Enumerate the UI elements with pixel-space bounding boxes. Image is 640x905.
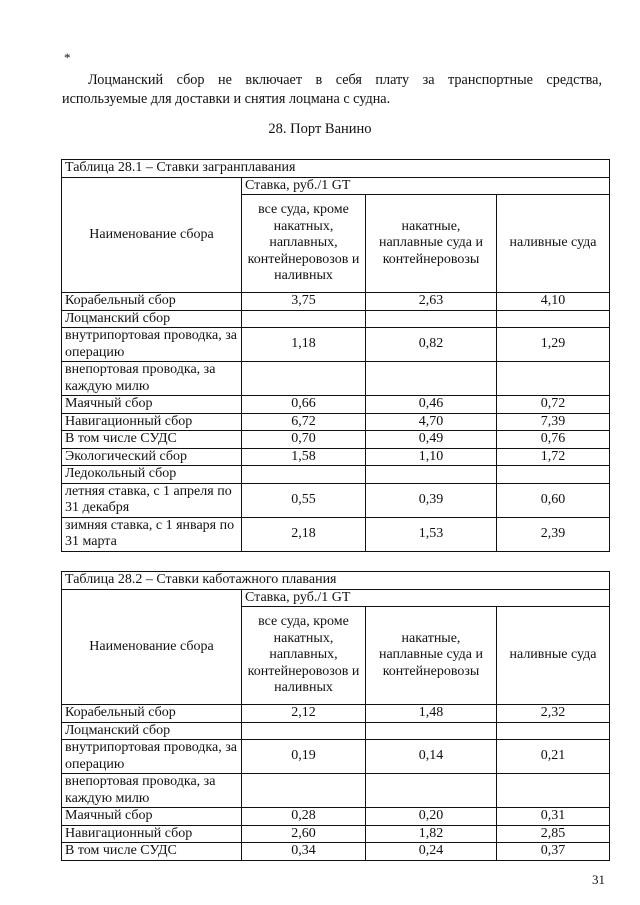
rate-value-cell [497, 310, 610, 328]
section-title: 28. Порт Ванино [268, 121, 372, 137]
rate-value-cell: 0,60 [497, 483, 610, 517]
table-row [62, 293, 610, 311]
rate-value-cell: 7,39 [497, 413, 610, 431]
rate-value-cell: 2,60 [242, 825, 366, 843]
fee-name-cell: зимняя ставка, с 1 января по 31 марта [62, 517, 242, 551]
rate-value-cell: 1,18 [242, 328, 366, 362]
table-row [62, 843, 610, 861]
fee-name-cell: Корабельный сбор [62, 705, 242, 723]
table-row [62, 483, 610, 517]
fee-name-cell: Ледокольный сбор [62, 466, 242, 484]
rate-value-cell: 2,63 [366, 293, 497, 311]
rate-value-cell: 1,82 [366, 825, 497, 843]
rate-value-cell: 1,29 [497, 328, 610, 362]
header-row [62, 177, 610, 195]
rate-value-cell: 2,18 [242, 517, 366, 551]
note-line-2: используемые для доставки и снятия лоцмана с судна. [62, 91, 391, 107]
rate-value-cell: 1,72 [497, 448, 610, 466]
rate-value-cell [366, 722, 497, 740]
rate-value-cell: 0,66 [242, 396, 366, 414]
fee-name-cell: Корабельный сбор [62, 293, 242, 311]
rates-table-cabotage [61, 571, 610, 861]
rate-value-cell [497, 466, 610, 484]
fee-name-cell: Маячный сбор [62, 396, 242, 414]
rate-value-cell [366, 362, 497, 396]
footnote-marker: * [64, 50, 71, 65]
table-row [62, 774, 610, 808]
rate-value-cell [242, 466, 366, 484]
rate-value-cell: 2,32 [497, 705, 610, 723]
vessel-type-header: наливные суда [497, 195, 610, 293]
rate-value-cell: 2,85 [497, 825, 610, 843]
rate-value-cell: 0,31 [497, 808, 610, 826]
table-row [62, 448, 610, 466]
rate-value-cell: 3,75 [242, 293, 366, 311]
rate-value-cell: 0,28 [242, 808, 366, 826]
rate-value-cell: 0,39 [366, 483, 497, 517]
note-paragraph [62, 71, 602, 109]
rate-value-cell: 0,70 [242, 431, 366, 449]
rate-value-cell: 2,12 [242, 705, 366, 723]
fee-name-cell: летняя ставка, с 1 апреля по 31 декабря [62, 483, 242, 517]
rate-value-cell: 0,37 [497, 843, 610, 861]
fee-name-cell: внутрипортовая проводка, за операцию [62, 740, 242, 774]
fee-name-cell: Маячный сбор [62, 808, 242, 826]
table-row [62, 722, 610, 740]
rate-value-cell: 0,72 [497, 396, 610, 414]
fee-name-cell: внепортовая проводка, за каждую милю [62, 774, 242, 808]
rate-value-cell: 0,46 [366, 396, 497, 414]
rate-value-cell: 2,39 [497, 517, 610, 551]
table-row [62, 705, 610, 723]
fee-name-cell: внутрипортовая проводка, за операцию [62, 328, 242, 362]
rates-table-foreign [61, 159, 610, 552]
table-row [62, 362, 610, 396]
rate-value-cell [497, 362, 610, 396]
fee-name-cell: Экологический сбор [62, 448, 242, 466]
rate-value-cell [242, 774, 366, 808]
fee-name-cell: внепортовая проводка, за каждую милю [62, 362, 242, 396]
rate-value-cell: 0,49 [366, 431, 497, 449]
vessel-type-header: накатные, наплавные суда и контейнеровозы [366, 195, 497, 293]
table-caption: Таблица 28.2 – Ставки каботажного плавания [62, 572, 610, 590]
caption-row [62, 160, 610, 178]
fee-name-cell: В том числе СУДС [62, 843, 242, 861]
rate-value-cell: 4,10 [497, 293, 610, 311]
rate-value-cell: 0,21 [497, 740, 610, 774]
table-row [62, 740, 610, 774]
rate-column-header: Ставка, руб./1 GT [242, 589, 610, 607]
rate-value-cell: 1,10 [366, 448, 497, 466]
rate-value-cell: 0,76 [497, 431, 610, 449]
note-line-1: Лоцманский сбор не включает в себя плату за транспортные средства, [88, 72, 602, 88]
rate-value-cell [497, 774, 610, 808]
table-row [62, 466, 610, 484]
rate-value-cell: 4,70 [366, 413, 497, 431]
fee-name-cell: Навигационный сбор [62, 825, 242, 843]
name-column-header: Наименование сбора [62, 177, 242, 293]
table-row [62, 396, 610, 414]
rate-value-cell: 0,14 [366, 740, 497, 774]
header-row [62, 589, 610, 607]
rate-value-cell: 1,48 [366, 705, 497, 723]
rate-value-cell: 0,20 [366, 808, 497, 826]
fee-name-cell: Лоцманский сбор [62, 722, 242, 740]
rate-value-cell [366, 310, 497, 328]
rate-value-cell: 1,53 [366, 517, 497, 551]
table-row [62, 517, 610, 551]
fee-name-cell: Лоцманский сбор [62, 310, 242, 328]
fee-name-cell: Навигационный сбор [62, 413, 242, 431]
table-row [62, 431, 610, 449]
rate-value-cell [497, 722, 610, 740]
table-row [62, 413, 610, 431]
table-caption: Таблица 28.1 – Ставки загранплавания [62, 160, 610, 178]
table-row [62, 328, 610, 362]
name-column-header: Наименование сбора [62, 589, 242, 705]
rate-value-cell [366, 774, 497, 808]
rate-value-cell [242, 362, 366, 396]
vessel-type-header: наливные суда [497, 607, 610, 705]
fee-name-cell: В том числе СУДС [62, 431, 242, 449]
vessel-type-header: накатные, наплавные суда и контейнеровозы [366, 607, 497, 705]
rate-value-cell: 0,82 [366, 328, 497, 362]
vessel-type-header: все суда, кроме накатных, наплавных, контейнеровозов и наливных [242, 195, 366, 293]
rate-column-header: Ставка, руб./1 GT [242, 177, 610, 195]
rate-value-cell: 6,72 [242, 413, 366, 431]
rate-value-cell [366, 466, 497, 484]
rate-value-cell: 0,24 [366, 843, 497, 861]
rate-value-cell [242, 310, 366, 328]
table-row [62, 310, 610, 328]
caption-row [62, 572, 610, 590]
rate-value-cell: 0,19 [242, 740, 366, 774]
rate-value-cell: 0,55 [242, 483, 366, 517]
page-number: 31 [592, 872, 605, 887]
table-row [62, 808, 610, 826]
rate-value-cell [242, 722, 366, 740]
table-row [62, 825, 610, 843]
rate-value-cell: 0,34 [242, 843, 366, 861]
rate-value-cell: 1,58 [242, 448, 366, 466]
vessel-type-header: все суда, кроме накатных, наплавных, контейнеровозов и наливных [242, 607, 366, 705]
